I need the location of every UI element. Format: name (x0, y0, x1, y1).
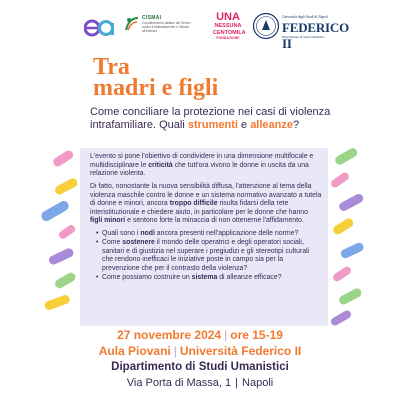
subtitle-highlight-strumenti: strumenti (187, 119, 238, 131)
p2-text-a: Di fatto, nonostante la nuova sensibilità diffusa, l'attenzione al tema della violenza maschile contro le donne e un sistema normativo avanzato a tutela di donne e minori, ancora (90, 182, 322, 208)
b1-text-a: Quali sono i (102, 230, 141, 238)
event-venue (0, 344, 400, 358)
event-date-time (0, 328, 400, 342)
p2-bold-troppo-difficile: troppo difficile (169, 200, 218, 208)
event-date: 27 novembre 2024 (117, 328, 222, 342)
subtitle-part1: Come conciliare la protezione nei casi di violenza intrafamiliare. Quali (90, 106, 331, 131)
event-city: Napoli (242, 377, 274, 389)
una-nessuna-centomila-logo (213, 11, 246, 44)
b2-text-a: Come (102, 239, 123, 247)
federico-name: FEDERICO II (282, 20, 350, 51)
subtitle-part2: e (237, 119, 251, 131)
stroke-green-right-top (334, 147, 359, 167)
b3-bold-sistema: sistema (191, 273, 218, 281)
cismai-subtitle: Coordinamento Italiano dei Servizi contro il Maltrattamento e l'Abuso all'Infanzia (142, 21, 191, 33)
stroke-yellow-left (54, 177, 79, 196)
stroke-pink-right (330, 171, 351, 189)
title-line-1: Tra (93, 54, 130, 80)
una-line2: NESSUNA (214, 23, 242, 29)
event-time: ore 15-19 (230, 328, 283, 342)
paragraph-context (90, 183, 322, 226)
event-address (0, 377, 400, 389)
b2-bold-sostenere: sostenere (122, 239, 155, 247)
stroke-purple-right-low (329, 309, 352, 327)
stroke-purple-left (48, 247, 75, 266)
event-street: Via Porta di Massa, 1 (126, 377, 232, 389)
p2-text-c: risulta fidarsi della rete interistituzionale e chiedere aiuto, in particolare per le donne che hanno (90, 200, 308, 216)
una-line1: UNA (216, 11, 240, 23)
cismai-mark-icon (124, 16, 140, 32)
p1-text-c: che tutt'ora vivono le donne in uscita da una relazione violenta. (90, 161, 309, 178)
stroke-pink-right-low (331, 265, 352, 283)
description-text (90, 153, 322, 283)
separator: | (173, 344, 177, 358)
stroke-green-right-low (338, 287, 363, 306)
cismai-name: CISMAI (142, 15, 162, 21)
stroke-pink-left-mid (57, 224, 76, 241)
stroke-green-left (53, 271, 77, 290)
b2-text-c: il mondo delle operatrici e degli operatori sociali, sanitari e di giustizia nel superare i pregiudizi e gli stereotipi culturali che rendono inefficaci le iniziative poste in campo sia per la prevenzione che per il contrasto della violenza? (102, 239, 310, 272)
university-seal-icon (252, 12, 280, 40)
separator: | (235, 377, 239, 389)
b1-text-c: ancora presenti nell'applicazione delle norme? (154, 230, 299, 238)
federico-top-text: Università degli Studi di Napoli (282, 15, 328, 19)
stroke-yellow-right (332, 217, 355, 236)
b3-text-c: di alleanze efficace? (217, 273, 282, 281)
paragraph-objective (90, 153, 322, 179)
p2-text-e: e sentono forte la minaccia di non ottenerne l'affidamento. (125, 217, 304, 225)
stroke-yellow-left-low (43, 294, 71, 311)
event-department: Dipartimento di Studi Umanistici (111, 361, 289, 373)
stroke-purple-right (338, 192, 365, 212)
list-item (96, 274, 322, 283)
una-line4: FONDAZIONE (216, 36, 240, 40)
subtitle (90, 106, 350, 132)
b1-bold-nodi: nodi (140, 230, 155, 238)
ea-logo (84, 18, 114, 38)
stroke-blue-left (40, 199, 71, 223)
una-line3: CENTOMILA (213, 30, 246, 36)
title-line-2: madri e figli (93, 75, 219, 101)
p1-text-a: L'evento si pone l'obiettivo di condividere in una dimensione multifocale e multidisciplinare le (90, 153, 314, 169)
event-university: Università Federico II (179, 344, 302, 358)
event-room: Aula Piovani (98, 344, 171, 358)
b3-text-a: Come possiamo costruire un (102, 273, 192, 281)
subtitle-highlight-alleanze: alleanze (250, 119, 293, 131)
list-item (96, 230, 322, 239)
p2-bold-figli-minori: figli minori (90, 217, 126, 225)
list-item (96, 239, 322, 273)
stroke-pink-left-top (52, 149, 75, 168)
separator: | (224, 328, 228, 342)
logo-row (0, 8, 400, 51)
cismai-logo (124, 14, 200, 42)
subtitle-part3: ? (293, 119, 300, 131)
questions-list (90, 230, 322, 282)
federico-bottom-text: Dipartimento di Studi Umanistici (282, 35, 325, 39)
p1-bold-criticita: criticità (148, 161, 173, 169)
federico-ii-logo (252, 12, 350, 51)
stroke-blue-right (339, 241, 365, 259)
